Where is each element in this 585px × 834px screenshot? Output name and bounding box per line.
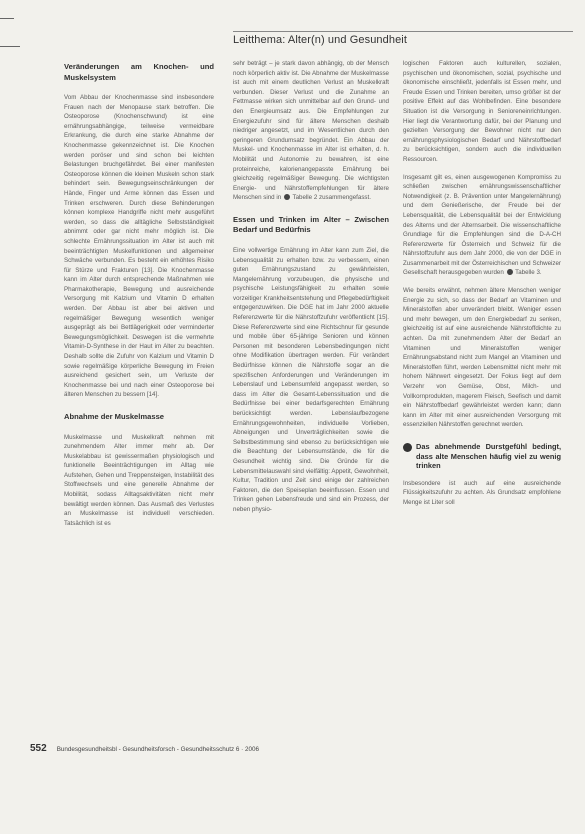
text-column-middle — [233, 59, 389, 523]
scan-edge-mark — [0, 46, 20, 47]
paragraph — [403, 173, 561, 279]
table-reference-link[interactable]: Tabelle 3 — [515, 269, 540, 277]
text-column-right — [403, 59, 561, 516]
paragraph-text: . — [539, 269, 542, 277]
page-number: 552 — [30, 743, 47, 754]
paragraph: Muskelmasse und Muskelkraft nehmen mit zunehmendem Alter immer mehr ab. Der Muskelabbau ist gewissermaßen physiologisch und funktionelle Beeinträchtigungen im Alltag wie Aufstehen, Gehen und Treppensteigen, Instabilität des Stoffwechsels und eine generelle Abnahme der Mobilität, sodass Alltagsaktivitäten nicht mehr bewältigt werden können. Das Ausmaß des Verlustes an Muskelmasse ist individuell verschieden. Tatsächlich ist es — [64, 433, 214, 527]
paragraph: Vom Abbau der Knochenmasse sind insbesondere Frauen nach der Menopause stark betroffen. Die Osteoporose (Knochenschwund) ist eine ernährungsabhängige, teilweise vermeidbare Erkrankung, die durch eine starke Abnahme der Knochenmasse gekennzeichnet ist. Die Knochen werden poröser und sind schon bei leichten Belastungen bruchgefährdet. Bei einer manifesten Osteoporose können die kleinen Muskeln schon stark behindert sein. Bewegungseinschränkungen der Hände, Finger und Arme können das Essen und Trinken erschweren. Durch diese Behinderungen können komplexe Handgriffe nicht mehr ausgeführt werden, so dass die alltägliche Selbstständigkeit abnimmt oder gar nicht mehr möglich ist. Die schlechte Ernährungssituation im Alter ist auch mit beeinträchtigten Muskelfunktionen und allgemeiner Schwäche verbunden. Es besteht ein erhöhtes Risiko für Stürze und Frakturen [13]. Die Knochenmasse kann im Alter durch entsprechende Maßnahmen wie Pharmakotherapie, Bewegung und ausreichende Versorgung mit Kalzium und Vitamin D erhalten werden. Der Abbau ist aber bei aktiven und regelmäßiger Bewegung wesentlich weniger ausgeprägt als bei Bettlägerigkeit oder verminderter Bewegungsmöglichkeit. Deswegen ist die vermehrte Vitamin-D-Synthese in der Haut im Alter zu beachten. Deshalb sollte die Zufuhr von Kalzium und Vitamin D sowie regelmäßige körperliche Bewegung im Freien ausreichend gesichert sein, um Verluste der Knochenmasse bei und nach einer Osteoporose bei älteren Menschen zu bessern [14]. — [64, 94, 214, 399]
highlight-statement: Das abnehmende Durstgefühl bedingt, dass alte Menschen häufig viel zu wenig trinken — [416, 441, 561, 471]
highlight-bullet-icon — [403, 443, 412, 452]
heading-eating-drinking: Essen und Trinken im Alter – Zwischen Bedarf und Bedürfnis — [233, 214, 389, 235]
paragraph-text: Insgesamt gilt es, einen ausgewogenen Kompromiss zu schließen zwischen ernährungswissenschaftlicher Notwendigkeit (z. B. Prävention unter Mangelernährung) und dem Genießerische, der Freude bei der Lebensqualität, die Lebensqualität bei der Entwicklung des Alterns und der Alternsarbeit. Die wissenschaftliche Grundlage für die Empfehlungen sind die D-A-CH Referenzwerte für Österreich und Schweiz für die Nährstoffzufuhr aus dem Jahr 2000, die von der DGE in Zusammenarbeit mit der Österreichischen und Schweizer Gesellschaft herausgegeben wurden — [403, 173, 561, 277]
section-title: Leitthema: Alter(n) und Gesundheit — [233, 34, 408, 46]
paragraph: Wie bereits erwähnt, nehmen ältere Menschen weniger Energie zu sich, so dass der Bedarf an Vitaminen und Mineralstoffen aber unverändert bleibt. Weniger essen und mehr bewegen, um den Energiebedarf zu senken, gleichzeitig ist auf eine ausreichende Nährstoffdichte zu achten. Da mit zunehmendem Alter der Bedarf an Vitaminen und Mineralstoffen weniger Ernährungsabstand nicht zum Mangel an Vitaminen und Mineralstoffen führt, werden Lebensmittel nicht mehr mit hohem Nährwert eingesetzt. Der Fokus liegt auf dem Verzehr von Gemüse, Obst, Milch- und Vollkornprodukten, magerem Fleisch, Seefisch und damit ein Nährstoffbedarf gewährleistet werden kann; dann kann im Alter mit einer ausreichenden Versorgung mit essenziellen Nährstoffen gerechnet werden. — [403, 287, 561, 429]
paragraph-text: zusammengefasst. — [319, 194, 371, 202]
paragraph — [233, 59, 389, 203]
running-header — [233, 31, 573, 46]
paragraph-text: sehr beträgt – je stark davon abhängig, ob der Mensch noch körperlich aktiv ist. Die Abnahme der Muskelmasse ist auch mit einem deutlichen Verlust an Muskelkraft verbunden. Dieser Verlust und die Zunahme an Fettmasse wirken sich unmittelbar auf den Grund- und den Energieumsatz aus. Die Empfehlungen zur Energiezufuhr sind für ältere Menschen deshalb niedriger angesetzt, und im Wesentlichen durch den geringeren Grundumsatz begründet. Ein Abbau der Muskel- und Knochenmasse im Alter ist erhalten, d. h. Mobilität und Autonomie zu bewahren, ist eine proteinreiche, kalorienangepasste Ernährung bei gleichzeitig regelmäßiger Bewegung. Die wichtigsten Energie- und Nährstoffempfehlungen für ältere Menschen sind in — [233, 60, 389, 202]
page-footer — [30, 743, 259, 754]
text-column-left — [64, 62, 214, 536]
table-reference-icon — [507, 269, 513, 275]
header-rule — [233, 31, 573, 32]
table-reference-link[interactable]: Tabelle 2 — [292, 194, 318, 202]
heading-bones-muscles: Veränderungen am Knochen- und Muskelsystem — [64, 62, 214, 82]
paragraph: Insbesondere ist auch auf eine ausreichende Flüssigkeitszufuhr zu achten. Als Grundsatz empfohlene Menge ist Liter soll — [403, 479, 561, 506]
highlight-box — [403, 442, 561, 471]
scan-edge-mark — [0, 18, 14, 19]
heading-muscle-loss: Abnahme der Muskelmasse — [64, 412, 165, 421]
paragraph: Eine vollwertige Ernährung im Alter kann zum Ziel, die Lebensqualität zu erhalten bzw. zu verbessern, einen guten Ernährungszustand zu gewährleisten, Mangelernährung vorzubeugen, die physische und psychische Leistungsfähigkeit zu erhalten sowie vorzeitiger Krankheitsentstehung und Pflegebedürftigkeit entgegenzuwirken. Die DGE hat im Jahr 2000 aktuelle Referenzwerte für die Nährstoffzufuhr veröffentlicht [15]. Diese Referenzwerte sind eine Richtschnur für gesunde und mobile über 65-jährige Senioren und können Personen mit besonderen Lebensbedingungen nicht ohne Modifikation übertragen werden. Für verändert Bedürfnisse können die Nährstoffe sogar an die spezifischen Anforderungen und Veränderungen im Lebenslauf und Lebensumfeld angepasst werden, so dass im Alter die Gesamt-Lebenssituation und die Bedürfnisse bei einer bedarfsgerechten Ernährung berücksichtigt werden. Lebenslaufbezogene Ernährungsgewohnheiten, individuelle Vorlieben, Abneigungen und Unverträglichkeiten sowie die Selbstbestimmung sind ebenso zu berücksichtigen wie die Beachtung der Lebensumstände, die für die Gesundheit wichtig sind. Die Gründe für die Lebensmittelauswahl sind vielfältig: Appetit, Gewohnheit, Kultur, Tradition und Zeit sind einige der zahlreichen Faktoren, die den Speiseplan beeinflussen. Essen und Trinken gehen Lebensfreude und sind ein Prozess, der neben physio- — [233, 246, 389, 513]
journal-citation: Bundesgesundheitsbl - Gesundheitsforsch - Gesundheitsschutz 6 · 2006 — [56, 746, 260, 753]
paragraph: logischen Faktoren auch kulturellen, sozialen, psychischen und ökonomischen, sozial, psychische und ökonomische einschließt, jedenfalls ist Essen mehr, und Freude Essen und Trinken bereiten, umso größer ist der positive Effekt auf das Wohlbefinden. Eine besondere Situation ist die Versorgung in Senioreneinrichtungen. Hier liegt die Verantwortung dafür, bei der Planung und gezielten Versorgung der Bewohner nicht nur den ernährungsphysiologischen Bedarf und Nährstoffbedarf zu berücksichtigen, sondern auch die individuellen Ressourcen. — [403, 60, 561, 163]
table-reference-icon — [284, 194, 290, 200]
